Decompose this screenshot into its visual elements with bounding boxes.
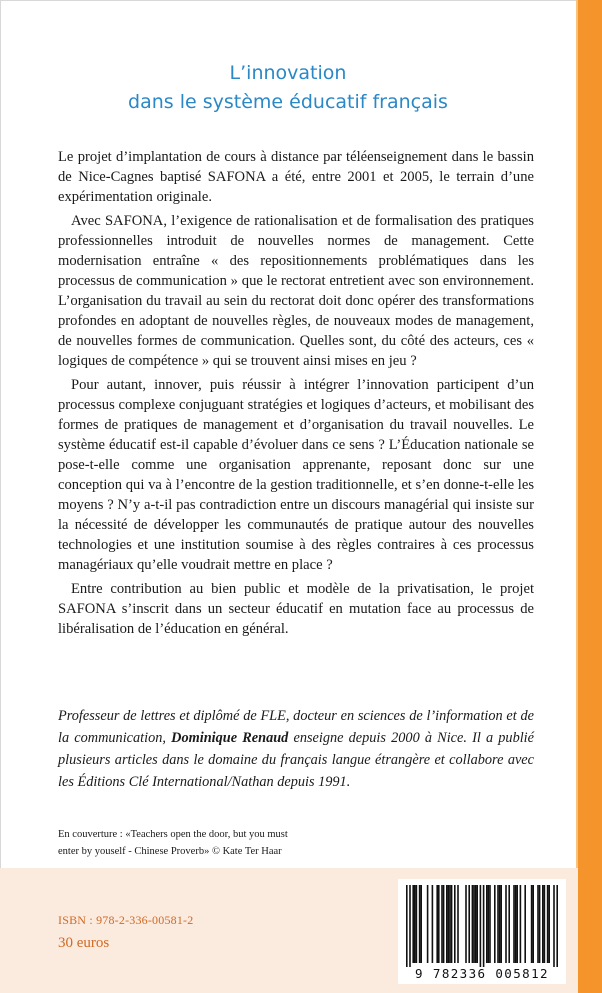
barcode-bar [448, 885, 450, 963]
blurb-paragraph-4: Entre contribution au bien public et modèle de la privatisation, le projet SAFONA s’inscrit dans un secteur éducatif en mutation face au processus de libéralisation de l’éducation en général. [58, 581, 534, 637]
barcode-bar [475, 885, 477, 963]
barcode-bar [420, 885, 422, 963]
barcode-bar [449, 885, 451, 963]
barcode-bar [553, 885, 555, 967]
isbn: ISBN : 978-2-336-00581-2 [58, 913, 194, 927]
barcode-bar [531, 885, 533, 963]
barcode-bar [465, 885, 467, 963]
blurb-paragraph-2: Avec SAFONA, l’exigence de rationalisation et de formalisation des pratiques professionnelles introduit de nouvelles normes de management. Cette modernisation entraîne « des repositionnements problématiques dans les processus de communication » que le rectorat entretient avec son environnement. L’organisation du travail au sein du rectorat doit donc opérer des transformations profondes en adoptant de nouvelles règles, de nouveaux modes de management, de nouvelles formes de communication. Quelles sont, du côté des acteurs, ces « logiques de compétence » qui se trouvent ainsi mises en jeu ? [58, 213, 534, 369]
barcode-bar [513, 885, 515, 963]
author-bio [58, 705, 534, 793]
barcode-bar [438, 885, 440, 963]
barcode-bar [457, 885, 459, 963]
book-title-line-2: dans le système éducatif français [128, 91, 448, 113]
barcode-bar [468, 885, 470, 963]
barcode-bar [406, 885, 408, 967]
barcode-bar [446, 885, 448, 963]
barcode-bar [520, 885, 522, 963]
blurb-paragraph-3: Pour autant, innover, puis réussir à intégrer l’innovation participent d’un processus complexe conjuguant stratégies et logiques d’acteurs, et mobilisant des formes de pratiques de management et d’organisation du travail nouvelles. Le système éducatif est-il capable d’évoluer dans ce sens ? L’Éducation nationale se pose-t-elle comme une organisation apprenante, reposant donc sur une conception qui va à l’encontre de la gestion traditionnelle, et s’en donne-t-elle les moyens ? N’y a-t-il pas contradiction entre un discours managérial qui insiste sur la nécessité de développer les communautés de pratique autour des nouvelles technologies et une institution soumise à des règles contraires à ces processus managériaux qu’elle voudrait mettre en place ? [58, 377, 534, 573]
blurb-paragraph-1: Le projet d’implantation de cours à distance par téléenseignement dans le bassin de Nice-Cagnes baptisé SAFONA a été, entre 2001 et 2005, le terrain d’une expérimentation originale. [58, 149, 534, 205]
barcode-bar [436, 885, 438, 963]
spine-strip-highlight [576, 0, 578, 993]
barcode-bar [412, 885, 414, 963]
barcode-bar [532, 885, 534, 963]
barcode-bar [451, 885, 453, 963]
barcode-bar [486, 885, 488, 963]
barcode-bar [473, 885, 475, 963]
author-bio-intro: Professeur de lettres et diplômé de FLE, docteur en sciences de l’information et de la communication, [58, 708, 534, 746]
barcode-bar [427, 885, 429, 963]
barcode-bar [547, 885, 549, 963]
barcode-bar [483, 885, 485, 967]
credit-line-1: En couverture : «Teachers open the door, but you must [58, 829, 288, 840]
barcode-bar [548, 885, 550, 963]
barcode-bar [537, 885, 539, 963]
barcode-bar [497, 885, 499, 963]
barcode-bars [398, 879, 566, 969]
barcode-bar [499, 885, 501, 963]
barcode-bar [494, 885, 496, 963]
barcode-bar [508, 885, 510, 963]
barcode-bar [488, 885, 490, 963]
barcode-bar [472, 885, 474, 963]
barcode-bar [516, 885, 518, 963]
barcode-bar [505, 885, 507, 963]
barcode-bar [539, 885, 541, 963]
barcode-bar [556, 885, 558, 967]
barcode-bar [454, 885, 456, 963]
back-cover-blurb [58, 147, 534, 643]
barcode-bar [489, 885, 491, 963]
cover-image-credit [58, 826, 388, 860]
barcode-bar [544, 885, 546, 963]
price: 30 euros [58, 935, 110, 951]
barcode-bar [409, 885, 411, 967]
spine-color-strip [578, 0, 602, 993]
barcode-bar [441, 885, 443, 963]
barcode-bar [476, 885, 478, 963]
barcode [398, 879, 566, 984]
barcode-bar [480, 885, 482, 967]
barcode-bar [524, 885, 526, 963]
barcode-digits: 9 782336 005812 [415, 966, 549, 981]
barcode-bar [432, 885, 434, 963]
barcode-bar [542, 885, 544, 963]
barcode-bar [500, 885, 502, 963]
credit-line-2: enter by youself - Chinese Proverb» © Kate Ter Haar [58, 846, 282, 857]
barcode-bar [419, 885, 421, 963]
author-name: Dominique Renaud [171, 730, 289, 746]
barcode-bar [443, 885, 445, 963]
barcode-bar [414, 885, 416, 963]
barcode-bar [416, 885, 418, 963]
barcode-bar [515, 885, 517, 963]
book-title-line-1: L’innovation [229, 62, 347, 84]
author-bio-rest: enseigne depuis 2000 à Nice. Il a publié plusieurs articles dans le domaine du français langue étrangère et collabore avec les Éditions Clé International/Nathan depuis 1991. [58, 730, 535, 790]
